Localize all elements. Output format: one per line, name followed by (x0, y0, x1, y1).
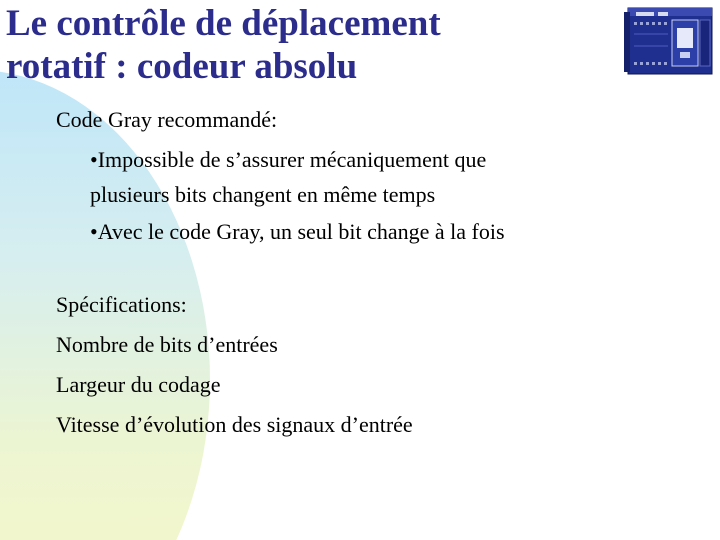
slide-body (56, 100, 505, 445)
spec-item: Nombre de bits d’entrées (56, 332, 278, 357)
bullet-1-line-1: •Impossible de s’assurer mécaniquement que (90, 147, 487, 172)
bullet-1-line-2: plusieurs bits changent en même temps (90, 182, 436, 207)
slide-title-line-2: rotatif : codeur absolu (6, 46, 358, 87)
spec-item: Largeur du codage (56, 372, 221, 397)
spacer (56, 249, 505, 285)
bullet-2: •Avec le code Gray, un seul bit change à la fois (90, 219, 505, 244)
gray-code-heading: Code Gray recommandé: (56, 107, 278, 132)
plc-device-icon (622, 2, 716, 78)
slide-title (6, 2, 441, 88)
spec-heading: Spécifications: (56, 292, 187, 317)
slide-title-line-1: Le contrôle de déplacement (6, 3, 441, 44)
spec-item: Vitesse d’évolution des signaux d’entrée (56, 412, 413, 437)
